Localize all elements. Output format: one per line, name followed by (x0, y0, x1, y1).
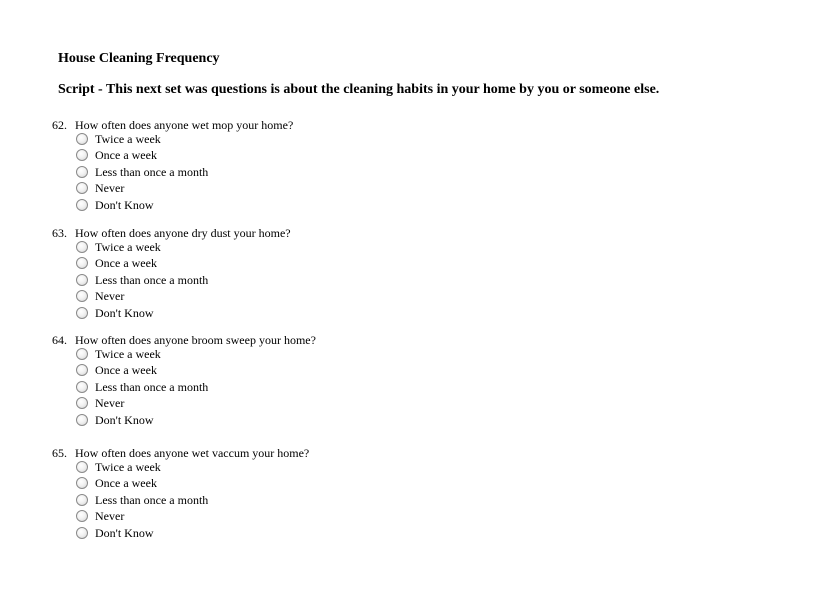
question-text: How often does anyone wet vaccum your home? (75, 446, 310, 460)
radio-button[interactable] (76, 510, 88, 522)
script-instruction: Script - This next set was questions is about the cleaning habits in your home by you or someone else. (58, 82, 660, 97)
radio-button[interactable] (76, 381, 88, 393)
radio-button[interactable] (76, 307, 88, 319)
question-number: 64. (52, 333, 67, 347)
radio-button[interactable] (76, 527, 88, 539)
question-text: How often does anyone dry dust your home? (75, 226, 291, 240)
option-label[interactable]: Don't Know (95, 525, 154, 540)
option-label[interactable]: Never (95, 509, 125, 524)
option-label[interactable]: Less than once a month (95, 272, 209, 287)
option-never[interactable] (76, 396, 752, 412)
radio-button[interactable] (76, 182, 88, 194)
option-label[interactable]: Don't Know (95, 305, 154, 320)
radio-button[interactable] (76, 257, 88, 269)
option-twice-a-week[interactable] (76, 240, 752, 256)
option-never[interactable] (76, 289, 752, 305)
question-number: 62. (52, 118, 67, 132)
option-less-than-once-a-month[interactable] (76, 273, 752, 289)
option-label[interactable]: Twice a week (95, 240, 161, 254)
option-twice-a-week[interactable] (76, 132, 752, 148)
option-less-than-once-a-month[interactable] (76, 493, 752, 509)
radio-button[interactable] (76, 149, 88, 161)
question-text: How often does anyone broom sweep your home? (75, 333, 316, 347)
radio-button[interactable] (76, 166, 88, 178)
radio-button[interactable] (76, 133, 88, 145)
option-dont-know[interactable] (76, 526, 752, 542)
option-label[interactable]: Twice a week (95, 347, 161, 361)
option-once-a-week[interactable] (76, 476, 752, 492)
option-dont-know[interactable] (76, 198, 752, 214)
option-label[interactable]: Once a week (95, 256, 157, 271)
question-number: 65. (52, 446, 67, 460)
option-label[interactable]: Once a week (95, 363, 157, 378)
option-label[interactable]: Twice a week (95, 132, 161, 146)
radio-button[interactable] (76, 397, 88, 409)
question-line (52, 226, 752, 240)
question-text: How often does anyone wet mop your home? (75, 118, 294, 132)
option-less-than-once-a-month[interactable] (76, 165, 752, 181)
radio-button[interactable] (76, 290, 88, 302)
radio-button[interactable] (76, 348, 88, 360)
option-once-a-week[interactable] (76, 256, 752, 272)
option-label[interactable]: Once a week (95, 148, 157, 163)
radio-button[interactable] (76, 461, 88, 473)
radio-button[interactable] (76, 364, 88, 376)
option-label[interactable]: Never (95, 289, 125, 304)
option-less-than-once-a-month[interactable] (76, 380, 752, 396)
option-never[interactable] (76, 181, 752, 197)
option-label[interactable]: Don't Know (95, 197, 154, 212)
radio-button[interactable] (76, 414, 88, 426)
radio-button[interactable] (76, 477, 88, 489)
section-title: House Cleaning Frequency (58, 51, 220, 66)
option-twice-a-week[interactable] (76, 460, 752, 476)
radio-button[interactable] (76, 241, 88, 253)
option-once-a-week[interactable] (76, 148, 752, 164)
option-dont-know[interactable] (76, 413, 752, 429)
option-label[interactable]: Don't Know (95, 412, 154, 427)
option-twice-a-week[interactable] (76, 347, 752, 363)
radio-button[interactable] (76, 494, 88, 506)
option-label[interactable]: Less than once a month (95, 164, 209, 179)
question-number: 63. (52, 226, 67, 240)
radio-button[interactable] (76, 274, 88, 286)
option-label[interactable]: Once a week (95, 476, 157, 491)
radio-button[interactable] (76, 199, 88, 211)
question-64 (52, 333, 752, 429)
option-dont-know[interactable] (76, 306, 752, 322)
option-label[interactable]: Never (95, 181, 125, 196)
option-label[interactable]: Less than once a month (95, 379, 209, 394)
option-label[interactable]: Less than once a month (95, 492, 209, 507)
question-line (52, 333, 752, 347)
option-label[interactable]: Twice a week (95, 460, 161, 474)
question-line (52, 118, 752, 132)
option-never[interactable] (76, 509, 752, 525)
question-62 (52, 118, 752, 214)
question-line (52, 446, 752, 460)
option-once-a-week[interactable] (76, 363, 752, 379)
option-label[interactable]: Never (95, 396, 125, 411)
question-65 (52, 446, 752, 542)
question-63 (52, 226, 752, 322)
